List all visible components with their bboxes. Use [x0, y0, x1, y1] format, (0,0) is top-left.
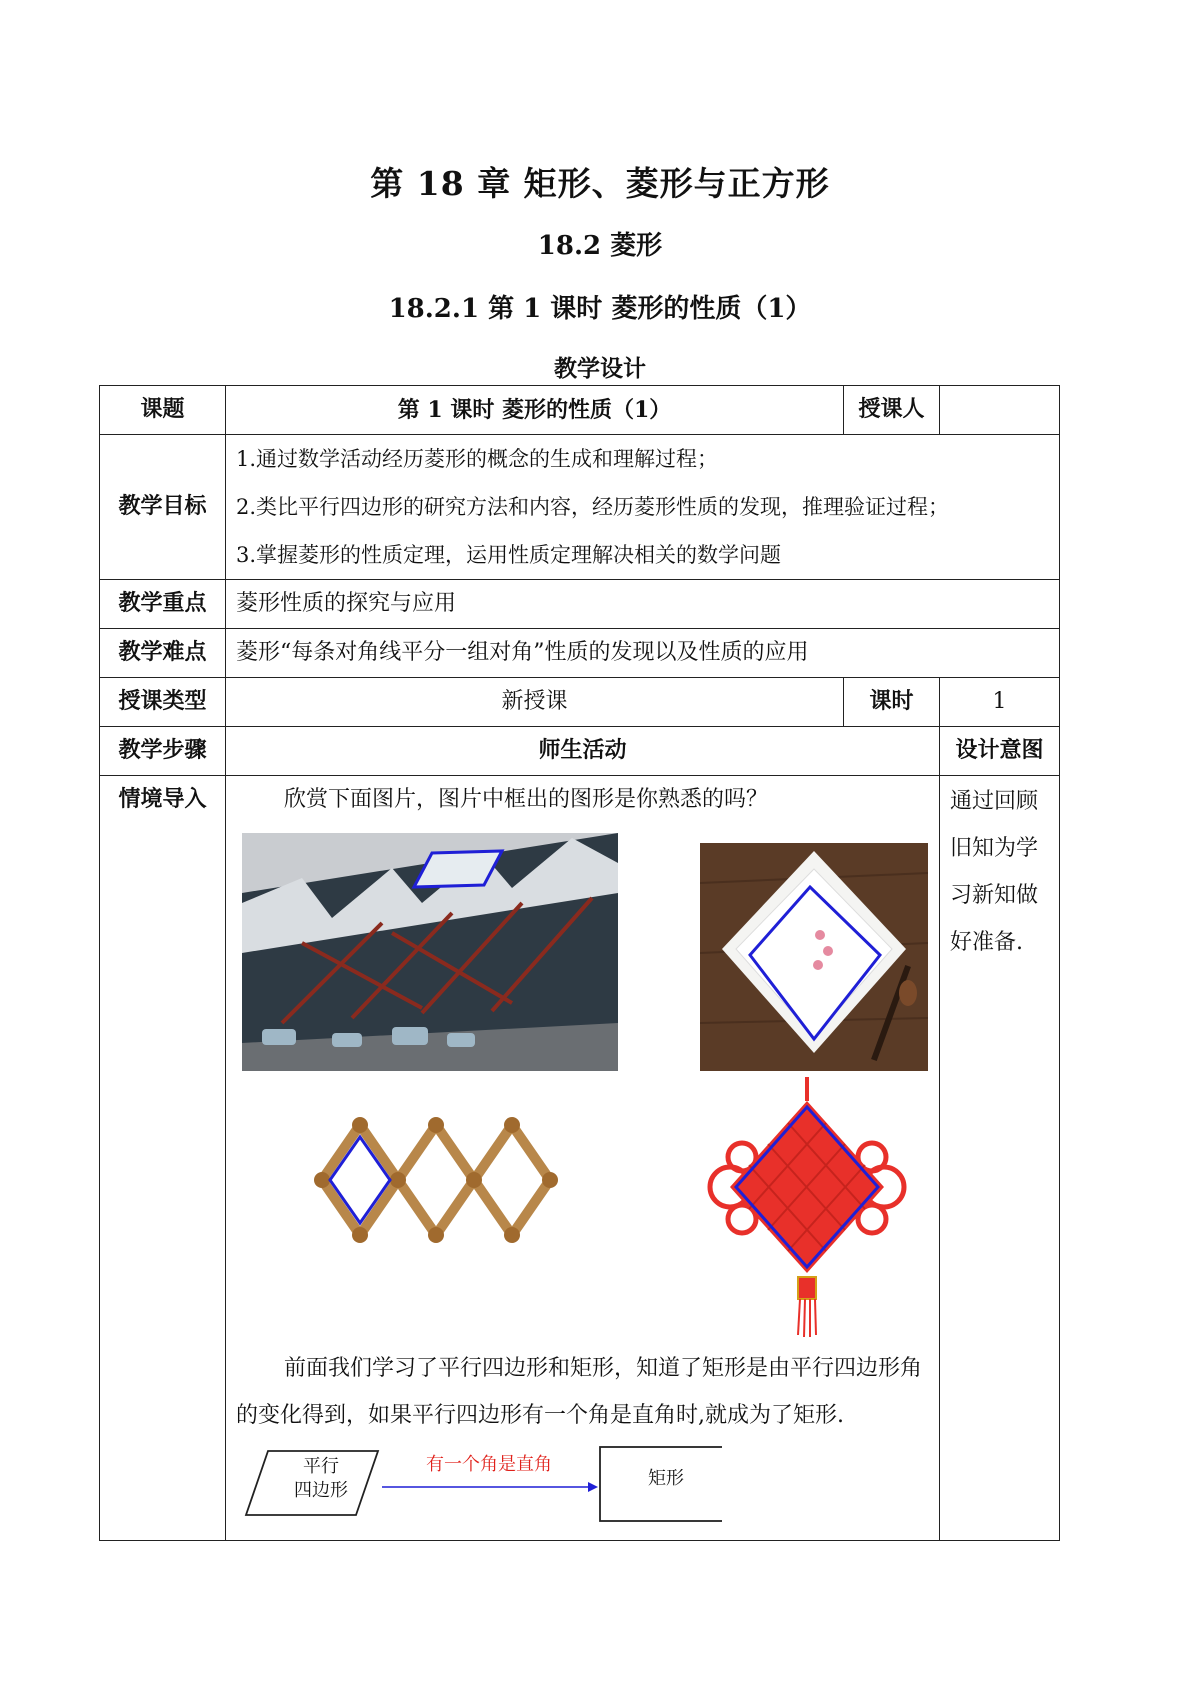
row-step1	[100, 776, 1060, 1541]
goals-label: 教学目标	[100, 435, 226, 580]
picture-area	[236, 825, 929, 1345]
flow-from	[276, 1455, 366, 1503]
topic-value: 第 1 课时 菱形的性质（1）	[226, 386, 844, 435]
knot-image	[702, 1077, 912, 1339]
row-steps-header	[100, 727, 1060, 776]
step1-activity	[226, 776, 940, 1541]
lesson-plan-table	[99, 385, 1060, 1541]
row-difficulty	[100, 629, 1060, 678]
focus-label: 教学重点	[100, 580, 226, 629]
lesson-title: 18.2.1 第 1 课时 菱形的性质（1）	[388, 294, 812, 324]
flow-from-line1: 平行	[303, 1456, 339, 1477]
goal-item: 1.通过数学活动经历菱形的概念的生成和理解过程；	[236, 447, 719, 471]
step1-prompt: 欣赏下面图片，图片中框出的图形是你熟悉的吗？	[284, 787, 769, 812]
type-label: 授课类型	[100, 678, 226, 727]
goals-cell	[226, 435, 1060, 580]
flow-to: 矩形	[648, 1468, 684, 1489]
canopy-photo	[242, 833, 618, 1071]
chapter-title: 第 18 章 矩形、菱形与正方形	[370, 164, 830, 203]
row-goals	[100, 435, 1060, 580]
teacher-value[interactable]	[940, 386, 1060, 435]
row-topic	[100, 386, 1060, 435]
step1-intent-cell	[940, 776, 1060, 1541]
teacher-label: 授课人	[844, 386, 940, 435]
hours-label: 课时	[844, 678, 940, 727]
doc-type-title: 教学设计	[554, 355, 646, 382]
steps-label: 教学步骤	[100, 727, 226, 776]
difficulty-label: 教学难点	[100, 629, 226, 678]
row-type	[100, 678, 1060, 727]
difficulty-value: 菱形“每条对角线平分一组对角”性质的发现以及性质的应用	[226, 629, 1060, 678]
goal-item: 3.掌握菱形的性质定理，运用性质定理解决相关的数学问题	[236, 543, 782, 567]
flow-diagram	[236, 1445, 929, 1533]
hours-value: 1	[940, 678, 1060, 727]
step1-intent: 通过回顾旧知为学习新知做好准备.	[950, 789, 1039, 955]
flow-from-line2: 四边形	[294, 1480, 348, 1501]
type-value: 新授课	[226, 678, 844, 727]
activity-label: 师生活动	[226, 727, 940, 776]
intent-label: 设计意图	[940, 727, 1060, 776]
flow-arrow-label: 有一个角是直角	[426, 1454, 552, 1475]
plate-photo	[700, 843, 928, 1071]
goal-item: 2.类比平行四边形的研究方法和内容，经历菱形性质的发现，推理验证过程；	[236, 495, 950, 519]
topic-label: 课题	[100, 386, 226, 435]
focus-value: 菱形性质的探究与应用	[226, 580, 1060, 629]
step1-text: 前面我们学习了平行四边形和矩形，知道了矩形是由平行四边形角的变化得到，如果平行四边形有一个角是直角时,就成为了矩形.	[236, 1356, 923, 1428]
step1-label: 情境导入	[100, 776, 226, 1541]
section-title: 18.2 菱形	[537, 231, 663, 261]
rack-image	[312, 1105, 562, 1255]
row-focus	[100, 580, 1060, 629]
